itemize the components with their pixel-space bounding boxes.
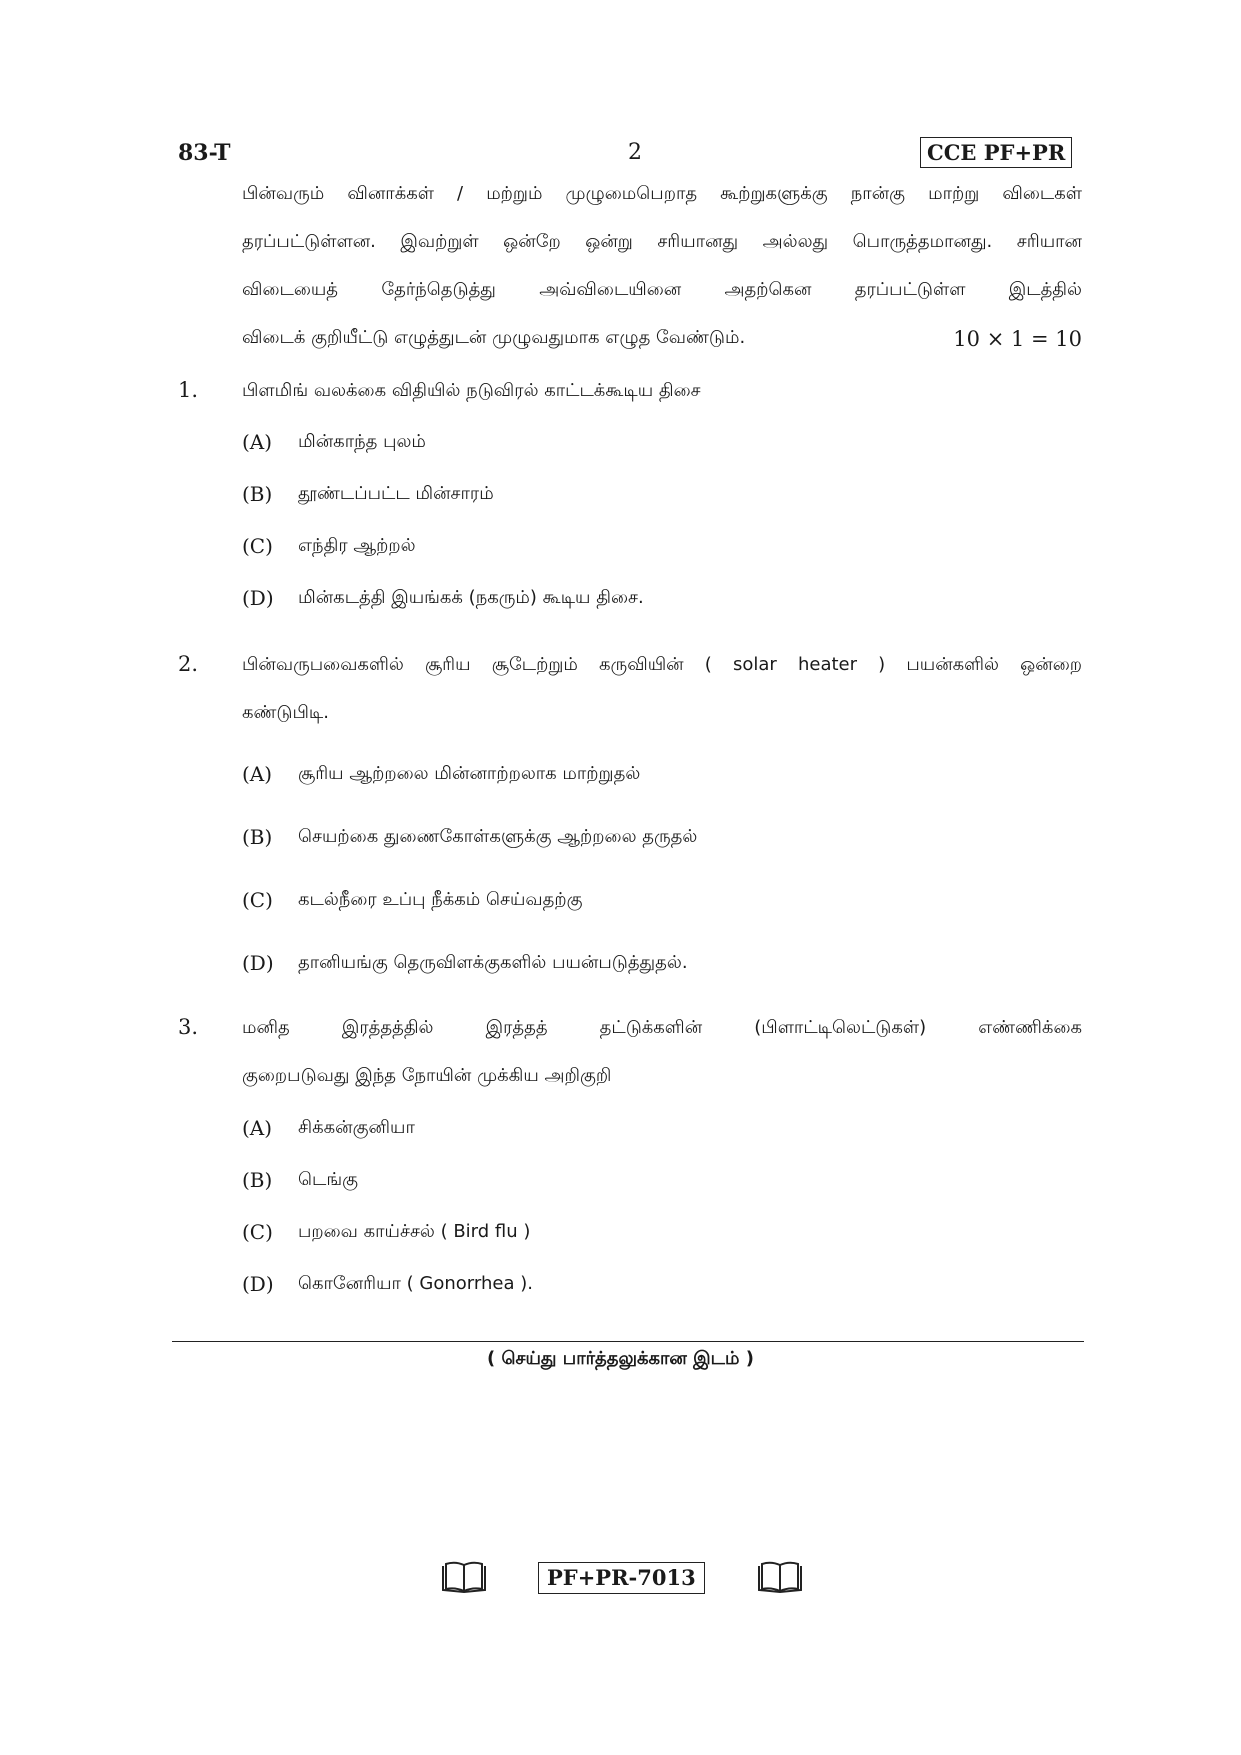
open-book-icon bbox=[756, 1560, 804, 1594]
instruction-line bbox=[242, 327, 1082, 350]
option-text: கடல்நீரை உப்பு நீக்கம் செய்வதற்கு bbox=[298, 889, 583, 910]
option-letter: (A) bbox=[242, 1116, 273, 1140]
instruction-line: விடையைத் தேர்ந்தெடுத்து அவ்விடையினை அதற்கென தரப்பட்டுள்ள இடத்தில் bbox=[242, 279, 1082, 300]
open-book-icon bbox=[440, 1560, 488, 1594]
option-text: தானியங்கு தெருவிளக்குகளில் பயன்படுத்துதல். bbox=[298, 952, 688, 973]
instruction-line: தரப்பட்டுள்ளன. இவற்றுள் ஒன்றே ஒன்று சரியானது அல்லது பொருத்தமானது. சரியான bbox=[242, 231, 1082, 252]
series-box: CCE PF+PR bbox=[920, 137, 1072, 168]
instruction-text: விடைக் குறியீட்டு எழுத்துடன் முழுவதுமாக எழுத வேண்டும். bbox=[242, 327, 746, 348]
option-letter: (B) bbox=[242, 825, 273, 849]
option-text: தூண்டப்பட்ட மின்சாரம் bbox=[298, 483, 494, 504]
question-number: 1. bbox=[178, 378, 199, 402]
question-text: மனித இரத்தத்தில் இரத்தத் தட்டுக்களின் (பிளாட்டிலெட்டுகள்) எண்ணிக்கை bbox=[242, 1017, 1082, 1038]
question-text: பின்வருபவைகளில் சூரிய சூடேற்றும் கருவியின் ( solar heater ) பயன்களில் ஒன்றை bbox=[242, 654, 1082, 675]
option-text: செயற்கை துணைகோள்களுக்கு ஆற்றலை தருதல் bbox=[298, 826, 698, 847]
option-text: கொனேரியா ( Gonorrhea ). bbox=[298, 1273, 533, 1294]
page-number: 2 bbox=[628, 140, 642, 165]
option-letter: (B) bbox=[242, 482, 273, 506]
option-text: எந்திர ஆற்றல் bbox=[298, 535, 416, 556]
option-text: சூரிய ஆற்றலை மின்னாற்றலாக மாற்றுதல் bbox=[298, 763, 641, 784]
divider-rule bbox=[172, 1341, 1084, 1342]
question-text: கண்டுபிடி. bbox=[242, 702, 329, 723]
option-letter: (A) bbox=[242, 430, 273, 454]
option-letter: (D) bbox=[242, 951, 274, 975]
instruction-line: பின்வரும் வினாக்கள் / மற்றும் முழுமைபெறாத கூற்றுகளுக்கு நான்கு மாற்று விடைகள் bbox=[242, 183, 1082, 204]
option-text: சிக்கன்குனியா bbox=[298, 1117, 415, 1138]
question-text: குறைபடுவது இந்த நோயின் முக்கிய அறிகுறி bbox=[242, 1065, 612, 1086]
option-text: டெங்கு bbox=[298, 1169, 358, 1190]
option-text: மின்கடத்தி இயங்கக் (நகரும்) கூடிய திசை. bbox=[298, 587, 644, 608]
option-letter: (B) bbox=[242, 1168, 273, 1192]
paper-code: 83-T bbox=[178, 140, 231, 166]
marks-allocation: 10 × 1 = 10 bbox=[953, 327, 1082, 351]
option-letter: (C) bbox=[242, 888, 273, 912]
question-number: 3. bbox=[178, 1015, 199, 1039]
option-letter: (D) bbox=[242, 1272, 274, 1296]
option-letter: (C) bbox=[242, 1220, 273, 1244]
option-text: பறவை காய்ச்சல் ( Bird flu ) bbox=[298, 1221, 531, 1242]
question-number: 2. bbox=[178, 652, 199, 676]
booklet-code-box: PF+PR-7013 bbox=[538, 1562, 705, 1594]
option-text: மின்காந்த புலம் bbox=[298, 431, 426, 452]
option-letter: (C) bbox=[242, 534, 273, 558]
question-text: பிளமிங் வலக்கை விதியில் நடுவிரல் காட்டக்கூடிய திசை bbox=[242, 380, 701, 401]
option-letter: (D) bbox=[242, 586, 274, 610]
rough-work-label: ( செய்து பார்த்தலுக்கான இடம் ) bbox=[487, 1348, 754, 1369]
option-letter: (A) bbox=[242, 762, 273, 786]
